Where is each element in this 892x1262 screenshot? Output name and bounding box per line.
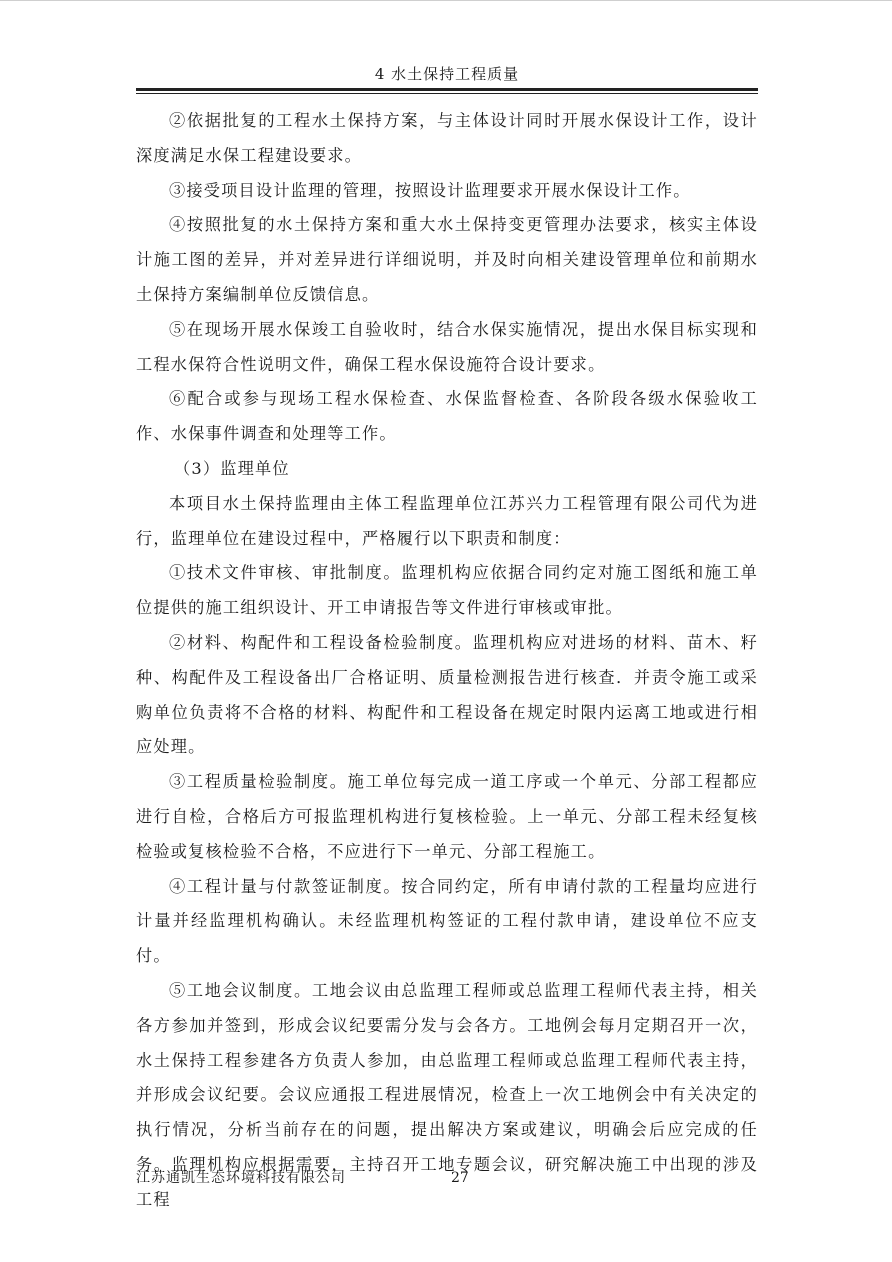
paragraph: ①技术文件审核、审批制度。监理机构应依据合同约定对施工图纸和施工单位提供的施工组织设计、开工申请报告等文件进行审核或审批。 — [136, 563, 758, 618]
paragraph: ④工程计量与付款签证制度。按合同约定，所有申请付款的工程量均应进行计量并经监理机构确认。未经监理机构签证的工程付款申请，建设单位不应支付。 — [136, 876, 758, 966]
paragraph: ②材料、构配件和工程设备检验制度。监理机构应对进场的材料、苗木、籽种、构配件及工程设备出厂合格证明、质量检测报告进行核查．并责令施工或采购单位负责将不合格的材料、构配件和工程设备在规定时限内运离工地或进行相应处理。 — [136, 632, 758, 757]
paragraph: ③接受项目设计监理的管理，按照设计监理要求开展水保设计工作。 — [169, 180, 691, 200]
header-rule-thick — [136, 88, 758, 91]
body-text — [136, 104, 758, 1218]
paragraph: 本项目水土保持监理由主体工程监理单位江苏兴力工程管理有限公司代为进行，监理单位在建设过程中，严格履行以下职责和制度： — [136, 493, 758, 548]
paragraph: ③工程质量检验制度。施工单位每完成一道工序或一个单元、分部工程都应进行自检，合格后方可报监理机构进行复核检验。上一单元、分部工程未经复核检验或复核检验不合格，不应进行下一单元、分部工程施工。 — [136, 772, 758, 861]
footer-company: 江苏通凯生态环境科技有限公司 — [136, 1170, 346, 1186]
page-number: 27 — [451, 1170, 469, 1186]
paragraph: ②依据批复的工程水土保持方案，与主体设计同时开展水保设计工作，设计深度满足水保工程建设要求。 — [136, 111, 758, 165]
page-edge — [0, 0, 892, 1]
header-rule-thin — [136, 93, 758, 94]
paragraph: ⑥配合或参与现场工程水保检查、水保监督检查、各阶段各级水保验收工作、水保事件调查和处理等工作。 — [136, 389, 758, 444]
paragraph: ⑤在现场开展水保竣工自验收时，结合水保实施情况，提出水保目标实现和工程水保符合性说明文件，确保工程水保设施符合设计要求。 — [136, 319, 758, 374]
running-header: 4 水土保持工程质量 — [374, 65, 520, 83]
paragraph: ⑤工地会议制度。工地会议由总监理工程师或总监理工程师代表主持，相关各方参加并签到，形成会议纪要需分发与会各方。工地例会每月定期召开一次，水土保持工程参建各方负责人参加，由总监理工程师或总监理工程师代表主持，并形成会议纪要。会议应通报工程进展情况，检查上一次工地例会中有关决定的执行情况，分析当前存在的问题，提出解决方案或建议，明确会后应完成的任务。监理机构应根据需要，主持召开工地专题会议，研究解决施工中出现的涉及工程 — [136, 980, 758, 1209]
paragraph: ④按照批复的水土保持方案和重大水土保持变更管理办法要求，核实主体设计施工图的差异，并对差异进行详细说明，并及时向相关建设管理单位和前期水土保持方案编制单位反馈信息。 — [136, 215, 758, 304]
section-heading: （3）监理单位 — [174, 458, 290, 478]
